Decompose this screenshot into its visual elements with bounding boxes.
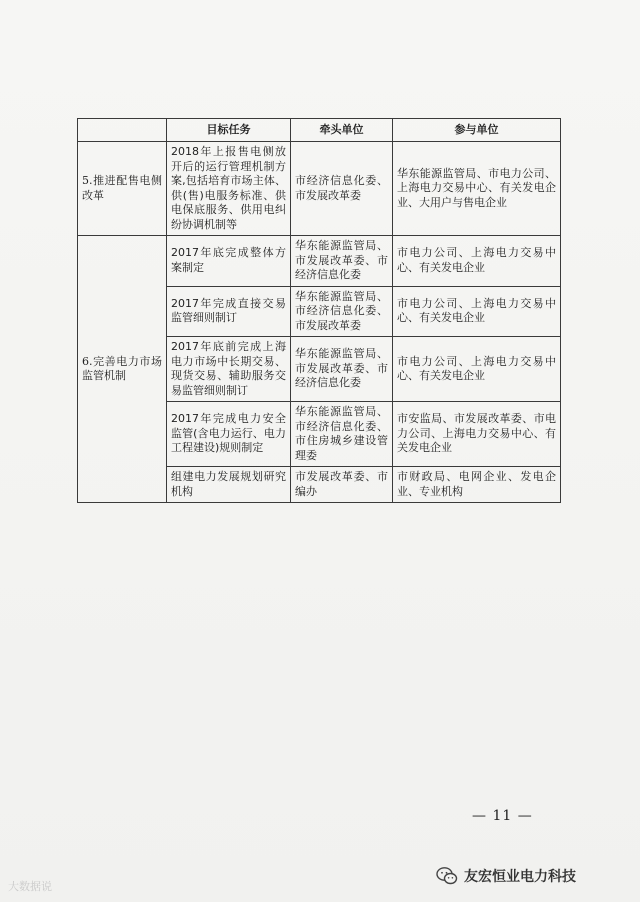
watermark-right xyxy=(436,866,576,886)
task-cell: 2017年完成直接交易监管细则制订 xyxy=(167,286,291,337)
category-cell: 6.完善电力市场监管机制 xyxy=(78,236,167,503)
table-row xyxy=(78,236,561,287)
wechat-logo-icon xyxy=(436,866,458,886)
participants-cell: 市安监局、市发展改革委、市电力公司、上海电力交易中心、有关发电企业 xyxy=(393,402,561,467)
lead-cell: 市经济信息化委、市发展改革委 xyxy=(291,142,393,236)
header-participants: 参与单位 xyxy=(393,119,561,142)
task-cell: 2018年上报售电侧放开后的运行管理机制方案,包括培育市场主体、供(售)电服务标准、供电保底服务、供用电纠纷协调机制等 xyxy=(167,142,291,236)
table-header-row xyxy=(78,119,561,142)
lead-cell: 华东能源监管局、市经济信息化委、市发展改革委 xyxy=(291,286,393,337)
header-lead: 牵头单位 xyxy=(291,119,393,142)
category-cell: 5.推进配售电侧改革 xyxy=(78,142,167,236)
watermark-left: 大数据说 xyxy=(8,880,52,893)
lead-cell: 市发展改革委、市编办 xyxy=(291,467,393,503)
lead-cell: 华东能源监管局、市经济信息化委、市住房城乡建设管理委 xyxy=(291,402,393,467)
task-cell: 2017年底完成整体方案制定 xyxy=(167,236,291,287)
task-cell: 2017年底前完成上海电力市场中长期交易、现货交易、辅助服务交易监管细则制订 xyxy=(167,337,291,402)
lead-cell: 华东能源监管局、市发展改革委、市经济信息化委 xyxy=(291,236,393,287)
lead-cell: 华东能源监管局、市发展改革委、市经济信息化委 xyxy=(291,337,393,402)
task-cell: 组建电力发展规划研究机构 xyxy=(167,467,291,503)
header-task: 目标任务 xyxy=(167,119,291,142)
page-number: — 11 — xyxy=(472,808,533,824)
table-row xyxy=(78,142,561,236)
task-cell: 2017年完成电力安全监管(含电力运行、电力工程建设)规则制定 xyxy=(167,402,291,467)
participants-cell: 市电力公司、上海电力交易中心、有关发电企业 xyxy=(393,236,561,287)
task-table xyxy=(77,118,561,503)
participants-cell: 华东能源监管局、市电力公司、上海电力交易中心、有关发电企业、大用户与售电企业 xyxy=(393,142,561,236)
watermark-right-text: 友宏恒业电力科技 xyxy=(464,869,576,885)
participants-cell: 市财政局、电网企业、发电企业、专业机构 xyxy=(393,467,561,503)
header-category xyxy=(78,119,167,142)
participants-cell: 市电力公司、上海电力交易中心、有关发电企业 xyxy=(393,286,561,337)
participants-cell: 市电力公司、上海电力交易中心、有关发电企业 xyxy=(393,337,561,402)
